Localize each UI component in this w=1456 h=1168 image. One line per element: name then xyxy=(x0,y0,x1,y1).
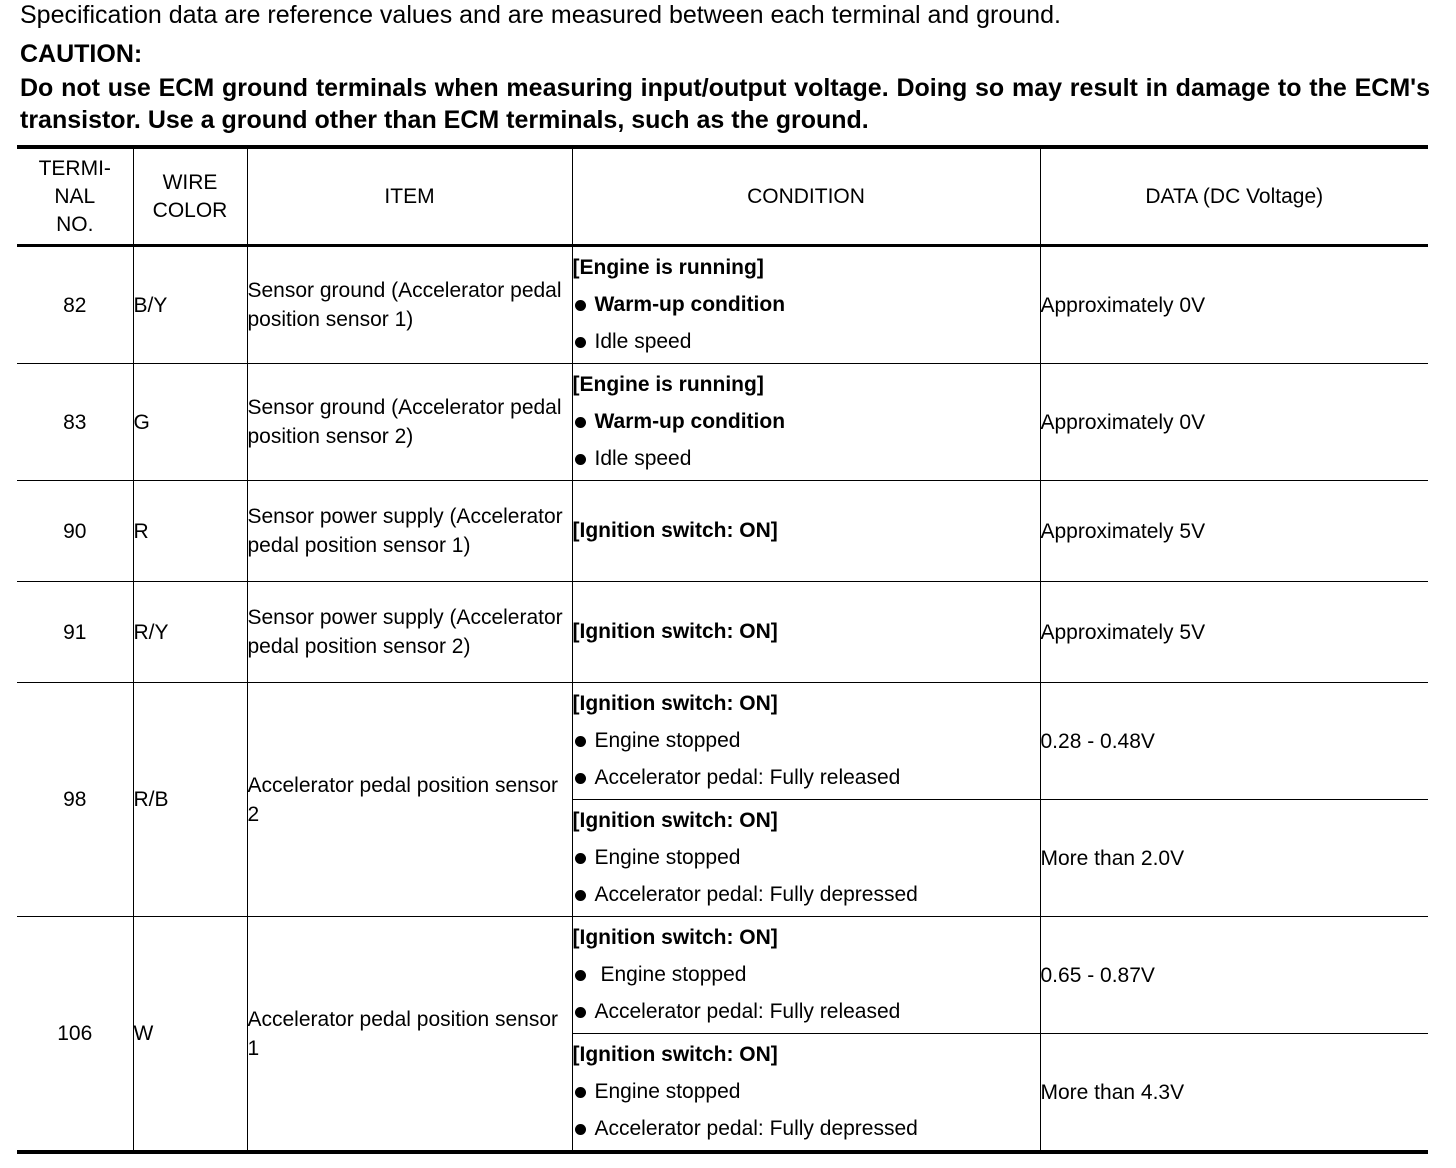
item-text: Sensor power supply (Accelerator pedal position sensor 1) xyxy=(247,505,563,557)
data-cell: Approximately 5V xyxy=(1040,582,1428,683)
condition-bullet-text: Engine stopped xyxy=(594,729,741,752)
condition-cell xyxy=(572,1034,1040,1153)
condition-heading: [Ignition switch: ON] xyxy=(572,519,778,542)
caution-title: CAUTION: xyxy=(20,40,143,68)
terminal-cell: 106 xyxy=(17,917,133,1153)
condition-heading: [Ignition switch: ON] xyxy=(572,809,778,832)
header-wire-color xyxy=(133,147,247,246)
header-terminal-line-1: TERMI- xyxy=(38,156,111,180)
item-text: Accelerator pedal position sensor 2 xyxy=(247,773,559,826)
table-row xyxy=(17,364,1428,481)
bullet-icon xyxy=(575,300,586,311)
item-text: Sensor ground (Accelerator pedal position sensor 1) xyxy=(247,279,562,331)
condition-bullet xyxy=(573,993,1040,1030)
header-terminal-line-3: NO. xyxy=(56,212,94,236)
condition-bullet-text: Idle speed xyxy=(594,330,692,353)
item-text: Accelerator pedal position sensor 1 xyxy=(247,1007,559,1060)
wire-color-cell: W xyxy=(133,917,247,1153)
condition-cell xyxy=(572,917,1040,1034)
table-row xyxy=(17,683,1428,800)
item-cell xyxy=(247,246,572,364)
condition-cell xyxy=(572,481,1040,582)
condition-bullet-text: Warm-up condition xyxy=(594,410,786,433)
terminal-cell: 98 xyxy=(17,683,133,917)
condition-bullet-text: Accelerator pedal: Fully released xyxy=(594,766,901,789)
condition-bullet-text: Engine stopped xyxy=(594,846,741,869)
wire-color-cell: B/Y xyxy=(133,246,247,364)
condition-bullet xyxy=(573,403,1040,440)
data-cell: 0.65 - 0.87V xyxy=(1040,917,1428,1034)
condition-cell xyxy=(572,800,1040,917)
header-wire-line-2: COLOR xyxy=(152,198,228,222)
header-wire-line-1: WIRE xyxy=(162,170,218,194)
terminal-cell: 83 xyxy=(17,364,133,481)
header-item: ITEM xyxy=(247,147,572,246)
table-row xyxy=(17,246,1428,364)
item-cell xyxy=(247,481,572,582)
data-cell: Approximately 5V xyxy=(1040,481,1428,582)
item-cell xyxy=(247,917,572,1153)
bullet-icon xyxy=(575,890,586,901)
data-cell: Approximately 0V xyxy=(1040,246,1428,364)
item-cell xyxy=(247,582,572,683)
table-row xyxy=(17,582,1428,683)
bullet-icon xyxy=(575,736,586,747)
bullet-icon xyxy=(575,970,586,981)
condition-bullet-text: Accelerator pedal: Fully depressed xyxy=(594,1117,918,1140)
header-terminal-no xyxy=(17,147,133,246)
table-row xyxy=(17,481,1428,582)
terminal-spec-table xyxy=(17,145,1428,1154)
condition-bullet xyxy=(573,286,1040,323)
condition-bullet-text: Warm-up condition xyxy=(594,293,786,316)
condition-bullet xyxy=(573,956,1040,993)
wire-color-cell: R xyxy=(133,481,247,582)
condition-heading: [Ignition switch: ON] xyxy=(572,926,778,949)
condition-bullet xyxy=(573,839,1040,876)
header-condition: CONDITION xyxy=(572,147,1040,246)
condition-heading: [Ignition switch: ON] xyxy=(572,620,778,643)
data-cell: More than 2.0V xyxy=(1040,800,1428,917)
condition-bullet xyxy=(573,722,1040,759)
condition-cell xyxy=(572,582,1040,683)
data-cell: 0.28 - 0.48V xyxy=(1040,683,1428,800)
condition-bullet-text: Engine stopped xyxy=(594,1080,741,1103)
data-cell: Approximately 0V xyxy=(1040,364,1428,481)
item-text: Sensor power supply (Accelerator pedal position sensor 2) xyxy=(247,606,563,658)
condition-bullet-text: Accelerator pedal: Fully depressed xyxy=(594,883,918,906)
bullet-icon xyxy=(575,1007,586,1018)
bullet-icon xyxy=(575,853,586,864)
condition-cell xyxy=(572,246,1040,364)
data-cell: More than 4.3V xyxy=(1040,1034,1428,1153)
item-text: Sensor ground (Accelerator pedal position sensor 2) xyxy=(247,396,562,448)
condition-bullet-text: Accelerator pedal: Fully released xyxy=(594,1000,901,1023)
bullet-icon xyxy=(575,1087,586,1098)
condition-heading: [Ignition switch: ON] xyxy=(572,692,778,715)
bullet-icon xyxy=(575,1124,586,1135)
bullet-icon xyxy=(575,337,586,348)
wire-color-cell: R/B xyxy=(133,683,247,917)
bullet-icon xyxy=(575,454,586,465)
table-header-row xyxy=(17,147,1428,246)
header-terminal-line-2: NAL xyxy=(54,184,96,208)
bullet-icon xyxy=(575,417,586,428)
condition-bullet-text: Idle speed xyxy=(594,447,692,470)
terminal-cell: 82 xyxy=(17,246,133,364)
item-cell xyxy=(247,364,572,481)
condition-bullet xyxy=(573,323,1040,360)
condition-bullet xyxy=(573,759,1040,796)
condition-bullet xyxy=(573,440,1040,477)
caution-text: Do not use ECM ground terminals when measuring input/output voltage. Doing so may result in damage to the ECM's transistor. Use a ground other than ECM terminals, such as the ground. xyxy=(20,74,1430,134)
bullet-icon xyxy=(575,773,586,784)
condition-heading: [Ignition switch: ON] xyxy=(572,1043,778,1066)
condition-bullet-text: Engine stopped xyxy=(600,963,747,986)
terminal-cell: 91 xyxy=(17,582,133,683)
wire-color-cell: G xyxy=(133,364,247,481)
condition-heading: [Engine is running] xyxy=(572,256,764,279)
condition-cell xyxy=(572,683,1040,800)
condition-bullet xyxy=(573,876,1040,913)
condition-bullet xyxy=(573,1073,1040,1110)
condition-heading: [Engine is running] xyxy=(572,373,764,396)
intro-text: Specification data are reference values and are measured between each terminal and ground. xyxy=(20,1,1061,29)
wire-color-cell: R/Y xyxy=(133,582,247,683)
table-row xyxy=(17,917,1428,1034)
condition-cell xyxy=(572,364,1040,481)
terminal-cell: 90 xyxy=(17,481,133,582)
condition-bullet xyxy=(573,1110,1040,1147)
item-cell xyxy=(247,683,572,917)
header-data: DATA (DC Voltage) xyxy=(1040,147,1428,246)
